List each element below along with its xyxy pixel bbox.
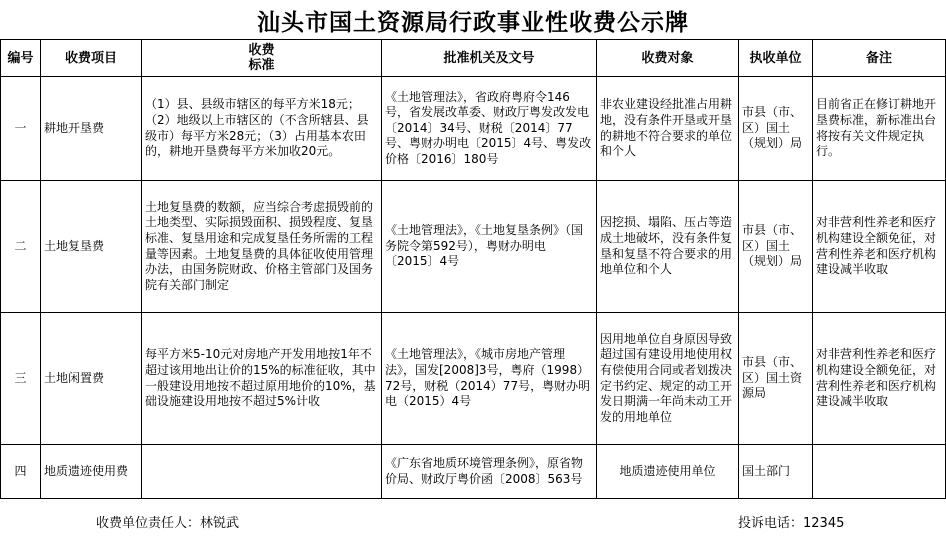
row-item: 土地复垦费	[41, 181, 142, 313]
header-standard	[142, 40, 382, 77]
row-unit: 国土部门	[739, 445, 813, 499]
row-num: 二	[1, 181, 41, 313]
row-item: 耕地开垦费	[41, 77, 142, 181]
fee-table	[0, 39, 946, 499]
row-unit: 市县（市、区）国土资源局	[739, 313, 813, 445]
header-authority: 批准机关及文号	[382, 40, 597, 77]
row-authority: 《土地管理法》，《城市房地产管理法》，国发[2008]3号，粤府（1998）72号，财税（2014）77号，粤财办明电（2015）4号	[382, 313, 597, 445]
row-target: 因挖损、塌陷、压占等造成土地破坏，没有条件复垦和复垦不符合要求的用地单位和个人	[597, 181, 739, 313]
responsible-person: 收费单位责任人：林锐武	[96, 516, 240, 531]
row-target: 非农业建设经批准占用耕地，没有条件开垦或开垦的耕地不符合要求的单位和个人	[597, 77, 739, 181]
row-standard: 每平方米5-10元对房地产开发用地按1年不超过该用地出让价的15%的标准征收，其中一般建设用地按不超过原用地价的10%，基础设施建设用地按不超过5%计收	[142, 313, 382, 445]
table-row	[1, 77, 946, 181]
table-row	[1, 445, 946, 499]
row-unit: 市县（市、区）国土（规划）局	[739, 77, 813, 181]
row-authority: 《土地管理法》，省政府粤府令146号，省发展改革委、财政厅粤发改发电〔2014〕34号、财税〔2014〕77号、粤财办明电〔2015〕4号、粤发改价格〔2016〕180号	[382, 77, 597, 181]
row-unit: 市县（市、区）国土（规划）局	[739, 181, 813, 313]
row-num: 四	[1, 445, 41, 499]
complaint-phone: 投诉电话：12345	[738, 516, 845, 531]
header-unit: 执收单位	[739, 40, 813, 77]
header-standard-line2: 标准	[248, 58, 275, 73]
row-num: 一	[1, 77, 41, 181]
row-remark: 对非营利性养老和医疗机构建设全额免征，对营利性养老和医疗机构建设减半收取	[813, 181, 946, 313]
header-item: 收费项目	[41, 40, 142, 77]
header-target: 收费对象	[597, 40, 739, 77]
row-remark: 目前省正在修订耕地开垦费标准，新标准出台将按有关文件规定执行。	[813, 77, 946, 181]
table-row	[1, 313, 946, 445]
row-num: 三	[1, 313, 41, 445]
row-target: 因用地单位自身原因导致超过国有建设用地使用权有偿使用合同或者划拨决定书约定、规定的动工开发日期满一年尚未动工开发的用地单位	[597, 313, 739, 445]
row-target: 地质遗迹使用单位	[597, 445, 739, 499]
table-row	[1, 181, 946, 313]
row-authority: 《土地管理法》，《土地复垦条例》（国务院令第592号），粤财办明电〔2015〕4号	[382, 181, 597, 313]
row-item: 土地闲置费	[41, 313, 142, 445]
header-remark: 备注	[813, 40, 946, 77]
page-title: 汕头市国土资源局行政事业性收费公示牌	[257, 10, 689, 36]
row-remark: 对非营利性养老和医疗机构建设全额免征，对营利性养老和医疗机构建设减半收取	[813, 313, 946, 445]
row-standard	[142, 445, 382, 499]
row-item: 地质遗迹使用费	[41, 445, 142, 499]
row-standard: （1）县、县级市辖区的每平方米18元；（2）地级以上市辖区的（不含所辖县、县级市）每平方米28元；（3）占用基本农田的，耕地开垦费每平方米加收20元。	[142, 77, 382, 181]
header-standard-line1: 收费	[248, 43, 275, 58]
row-standard: 土地复垦费的数额，应当综合考虑损毁前的土地类型、实际损毁面积、损毁程度、复垦标准、复垦用途和完成复垦任务所需的工程量等因素。土地复垦费的具体征收使用管理办法，由国务院财政、价格主管部门及国务院有关部门制定	[142, 181, 382, 313]
header-row	[1, 40, 946, 77]
header-num: 编号	[1, 40, 41, 77]
row-authority: 《广东省地质环境管理条例》，原省物价局、财政厅粤价函〔2008〕563号	[382, 445, 597, 499]
row-remark	[813, 445, 946, 499]
